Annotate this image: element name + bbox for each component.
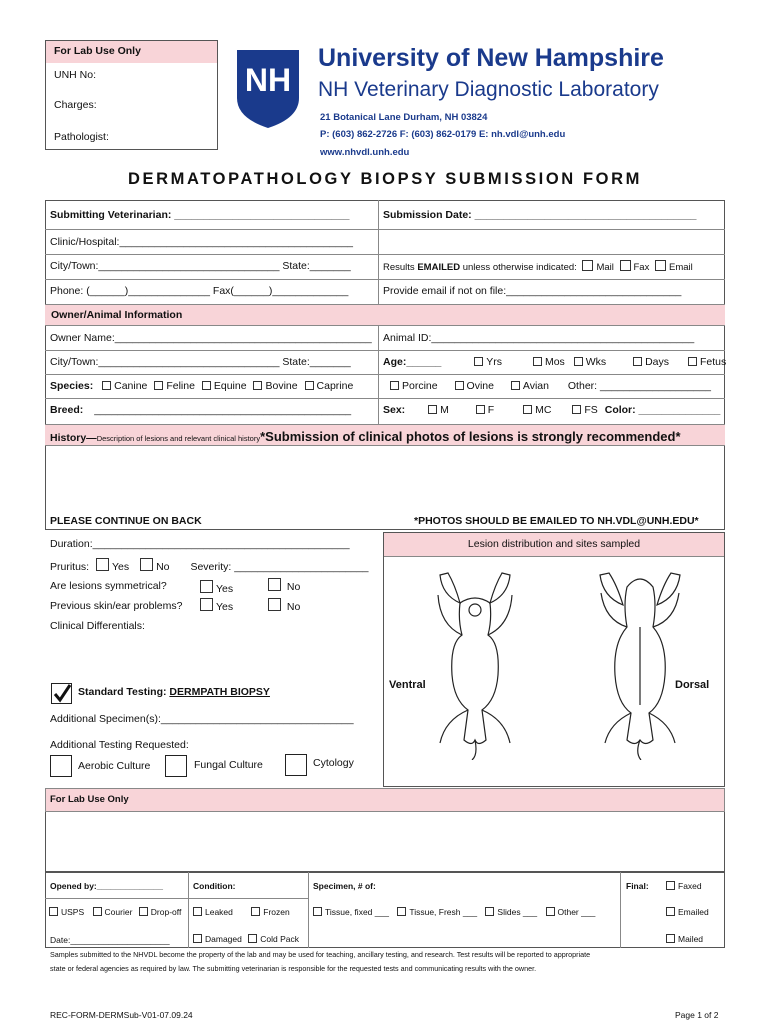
m-label: M: [440, 404, 449, 416]
email-label: Email: [668, 262, 693, 273]
yrs-label: Yrs: [486, 356, 503, 368]
damaged-label: Damaged: [205, 934, 242, 944]
fax-checkbox[interactable]: [620, 260, 631, 271]
owner-section-header: Owner/Animal Information: [45, 304, 725, 326]
symmetrical-yes-label: Yes: [216, 583, 234, 595]
pruritus-yes-checkbox[interactable]: [96, 558, 109, 571]
lab-use-section-header: For Lab Use Only: [45, 788, 725, 812]
sex-label: Sex:: [383, 404, 406, 416]
previous-no-checkbox[interactable]: [268, 598, 281, 611]
pruritus-no-checkbox[interactable]: [140, 558, 153, 571]
submission-date-field[interactable]: Submission Date: ______________________________________: [383, 209, 697, 221]
provide-email-field[interactable]: Provide email if not on file:______________________________: [383, 285, 682, 297]
other-checkbox[interactable]: [546, 907, 555, 916]
age-field[interactable]: Age:______: [383, 356, 442, 368]
breed-label: Breed:: [50, 404, 84, 416]
yrs-checkbox[interactable]: [474, 357, 483, 366]
aerobic-label: Aerobic Culture: [78, 760, 151, 772]
cytology-checkbox[interactable]: [285, 754, 307, 776]
condition-label: Condition:: [193, 881, 236, 891]
previous-yes-label: Yes: [216, 601, 234, 613]
bovine-label: Bovine: [265, 380, 298, 392]
lab-website: www.nhvdl.unh.edu: [320, 147, 410, 158]
equine-label: Equine: [213, 380, 247, 392]
lab-contact: P: (603) 862-2726 F: (603) 862-0179 E: nh.vdl@unh.edu: [320, 129, 566, 140]
previous-yes: [200, 598, 233, 613]
lesion-diagram-title: Lesion distribution and sites sampled: [384, 533, 724, 557]
caprine-checkbox[interactable]: [305, 381, 314, 390]
history-header: [45, 424, 725, 446]
charges-field[interactable]: Charges:: [54, 99, 97, 111]
vet-city-field[interactable]: City/Town:_______________________________ State:_______: [50, 260, 351, 272]
results-prefix: Results: [383, 262, 418, 273]
m-checkbox[interactable]: [428, 405, 437, 414]
lab-address: 21 Botanical Lane Durham, NH 03824: [320, 112, 488, 123]
fs-label: FS: [584, 404, 598, 416]
damaged-checkbox[interactable]: [193, 934, 202, 943]
fetus-checkbox[interactable]: [688, 357, 697, 366]
form-id: REC-FORM-DERMSub-V01-07.09.24: [50, 1010, 193, 1020]
tissue-fixed-label: Tissue, fixed ___: [325, 907, 389, 917]
previous-yes-checkbox[interactable]: [200, 598, 213, 611]
frozen-checkbox[interactable]: [251, 907, 260, 916]
standard-testing-row: [78, 686, 270, 698]
condition-row-2: [193, 934, 299, 944]
specimen-row: [313, 907, 595, 917]
mc-label: MC: [535, 404, 552, 416]
mail-label: Mail: [596, 262, 614, 273]
faxed-checkbox[interactable]: [666, 881, 675, 890]
leaked-checkbox[interactable]: [193, 907, 202, 916]
history-label: History—: [50, 432, 97, 444]
frozen-label: Frozen: [263, 907, 290, 917]
emailed-checkbox[interactable]: [666, 907, 675, 916]
dorsal-body-diagram[interactable]: [565, 565, 715, 760]
avian-label: Avian: [522, 380, 549, 392]
feline-label: Feline: [166, 380, 195, 392]
standard-testing-label: Standard Testing:: [78, 686, 167, 698]
dermpath-label: DERMPATH BIOPSY: [169, 686, 270, 698]
photos-email-note: *PHOTOS SHOULD BE EMAILED TO NH.VDL@UNH.EDU*: [414, 515, 699, 527]
f-checkbox[interactable]: [476, 405, 485, 414]
faxed-option: [666, 881, 702, 891]
previous-label: Previous skin/ear problems?: [50, 600, 183, 612]
canine-checkbox[interactable]: [102, 381, 111, 390]
unh-logo: [235, 48, 301, 130]
standard-testing-checkbox[interactable]: [51, 683, 72, 704]
fs-checkbox[interactable]: [572, 405, 581, 414]
differentials-field[interactable]: Clinical Differentials:: [50, 620, 145, 632]
days-label: Days: [645, 356, 670, 368]
mos-checkbox[interactable]: [533, 357, 542, 366]
symmetrical-yes: [200, 580, 233, 595]
continue-back-note: PLEASE CONTINUE ON BACK: [50, 515, 202, 527]
mos-label: Mos: [544, 356, 565, 368]
wks-checkbox[interactable]: [574, 357, 583, 366]
courier-label: Courier: [104, 907, 133, 917]
breed-row: [50, 404, 351, 416]
email-checkbox[interactable]: [655, 260, 666, 271]
leaked-label: Leaked: [205, 907, 233, 917]
specimen-label: Specimen, # of:: [313, 881, 376, 891]
sex-row: [383, 404, 720, 416]
usps-checkbox[interactable]: [49, 907, 58, 916]
mailed-checkbox[interactable]: [666, 934, 675, 943]
wks-label: Wks: [585, 356, 607, 368]
mailed-label: Mailed: [678, 934, 704, 944]
final-label: Final:: [626, 881, 649, 891]
lab-use-title: For Lab Use Only: [46, 41, 217, 63]
cold-pack-checkbox[interactable]: [248, 934, 257, 943]
fungal-label: Fungal Culture: [194, 759, 263, 771]
pruritus-no-label: No: [156, 561, 170, 573]
avian-checkbox[interactable]: [511, 381, 520, 390]
equine-checkbox[interactable]: [202, 381, 211, 390]
fax-label: Fax: [633, 262, 650, 273]
disclaimer-line-1: Samples submitted to the NHVDL become the property of the lab and may be used for teaching, ancillary testing, and research. Test results will be reported to appropriate: [50, 950, 591, 959]
lab-use-box: [45, 40, 218, 150]
symmetrical-no: [268, 578, 300, 593]
aerobic-checkbox[interactable]: [50, 755, 72, 777]
other-label: Other ___: [557, 907, 596, 917]
ovine-label: Ovine: [466, 380, 494, 392]
history-photo-note: *Submission of clinical photos of lesions is strongly recommended*: [260, 429, 681, 444]
mailed-option: [666, 934, 703, 944]
previous-no-label: No: [286, 601, 301, 613]
results-suffix: unless otherwise indicated:: [460, 262, 577, 273]
courier-checkbox[interactable]: [93, 907, 102, 916]
animal-id-field[interactable]: Animal ID:_____________________________________________: [383, 332, 695, 344]
f-label: F: [487, 404, 495, 416]
emailed-option: [666, 907, 709, 917]
clinic-field[interactable]: Clinic/Hospital:________________________________________: [50, 236, 354, 248]
logo-text: NH: [244, 62, 292, 98]
dropoff-checkbox[interactable]: [139, 907, 148, 916]
results-method: [383, 260, 693, 273]
receipt-method-row: [49, 907, 181, 917]
university-name: University of New Hampshire: [318, 44, 664, 72]
opened-by-field[interactable]: Opened by:______________: [50, 881, 163, 891]
ovine-checkbox[interactable]: [455, 381, 464, 390]
condition-row-1: [193, 907, 290, 917]
severity-field[interactable]: Severity: _______________________: [190, 561, 369, 573]
mc-checkbox[interactable]: [523, 405, 532, 414]
disclaimer-line-2: state or federal agencies as required by law. The submitting veterinarian is responsible for the requested tests and communicating results with the owner.: [50, 964, 537, 973]
lab-date-field[interactable]: Date:_____________________: [50, 935, 170, 945]
caprine-label: Caprine: [316, 380, 354, 392]
symmetrical-no-checkbox[interactable]: [268, 578, 281, 591]
history-textarea[interactable]: [46, 447, 724, 513]
usps-label: USPS: [61, 907, 85, 917]
tissue-fresh-checkbox[interactable]: [397, 907, 406, 916]
feline-checkbox[interactable]: [154, 381, 163, 390]
faxed-label: Faxed: [678, 881, 702, 891]
dorsal-label: Dorsal: [675, 679, 710, 691]
form-title: DERMATOPATHOLOGY BIOPSY SUBMISSION FORM: [128, 170, 642, 188]
species-row: [50, 380, 353, 392]
results-emailed: EMAILED: [417, 262, 461, 273]
cytology-label: Cytology: [313, 757, 354, 769]
dropoff-label: Drop-off: [150, 907, 182, 917]
history-desc: Description of lesions and relevant clinical history: [96, 434, 261, 443]
slides-checkbox[interactable]: [485, 907, 494, 916]
pruritus-label: Pruritus:: [50, 561, 90, 573]
symmetrical-label: Are lesions symmetrical?: [50, 580, 167, 592]
emailed-label: Emailed: [678, 907, 709, 917]
lab-name: NH Veterinary Diagnostic Laboratory: [318, 78, 659, 101]
mail-checkbox[interactable]: [582, 260, 593, 271]
bovine-checkbox[interactable]: [253, 381, 262, 390]
color-field[interactable]: Color: ______________: [604, 404, 721, 416]
lab-use-notes-box[interactable]: [45, 812, 725, 872]
slides-label: Slides ___: [497, 907, 538, 917]
fetus-label: Fetus: [699, 356, 727, 368]
tissue-fresh-label: Tissue, Fresh ___: [409, 907, 478, 917]
porcine-checkbox[interactable]: [390, 381, 399, 390]
species-other-field[interactable]: Other: ___________________: [567, 380, 711, 392]
species-label: Species:: [50, 380, 94, 392]
previous-no: [268, 598, 300, 613]
symmetrical-yes-checkbox[interactable]: [200, 580, 213, 593]
species-row-2: [390, 380, 711, 392]
days-checkbox[interactable]: [633, 357, 642, 366]
ventral-body-diagram[interactable]: [400, 565, 550, 760]
phone-fax-field[interactable]: Phone: (______)______________ Fax(______)_____________: [50, 285, 349, 297]
additional-testing-label: Additional Testing Requested:: [50, 739, 189, 751]
owner-name-field[interactable]: Owner Name:____________________________________________: [50, 332, 372, 344]
fungal-checkbox[interactable]: [165, 755, 187, 777]
pruritus-yes-label: Yes: [112, 561, 130, 573]
symmetrical-no-label: No: [286, 581, 301, 593]
cold-pack-label: Cold Pack: [260, 934, 299, 944]
tissue-fixed-checkbox[interactable]: [313, 907, 322, 916]
porcine-label: Porcine: [402, 380, 438, 392]
additional-specimens-field[interactable]: Additional Specimen(s):_________________________________: [50, 713, 354, 725]
breed-field[interactable]: ____________________________________________: [94, 404, 352, 416]
submitting-vet-field[interactable]: Submitting Veterinarian: ______________________________: [50, 209, 350, 221]
ventral-label: Ventral: [389, 679, 426, 691]
canine-label: Canine: [114, 380, 148, 392]
owner-city-field[interactable]: City/Town:_______________________________ State:_______: [50, 356, 351, 368]
duration-field[interactable]: Duration:____________________________________________: [50, 538, 350, 550]
page-number: Page 1 of 2: [675, 1010, 719, 1020]
age-row: [383, 356, 726, 368]
pruritus-row: [50, 558, 369, 573]
pathologist-field[interactable]: Pathologist:: [54, 131, 109, 143]
unh-no-field[interactable]: UNH No:: [54, 69, 97, 81]
